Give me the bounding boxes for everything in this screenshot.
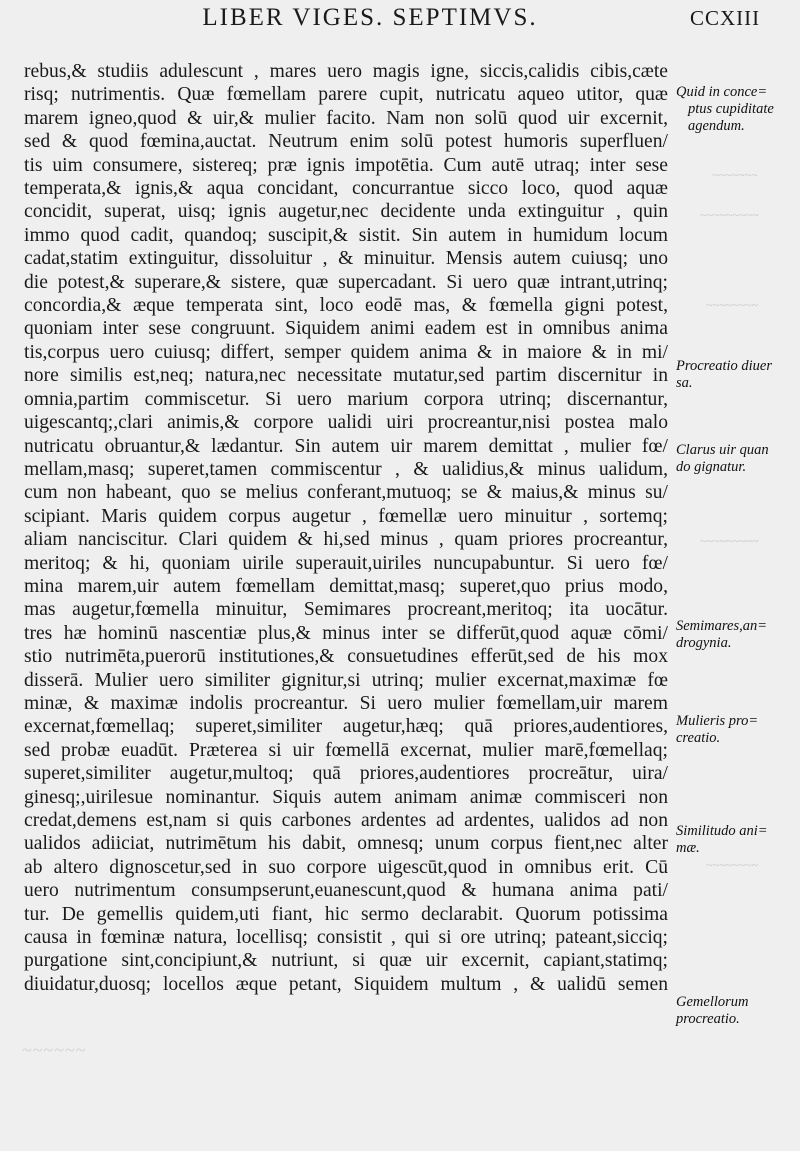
text-line: uero nutrimentum consumpserunt,euanescunt,quod & humana anima pati/ (24, 880, 668, 902)
bleed-through-mark: ~~~~~~~~ (706, 858, 758, 872)
text-line: sed probæ euadūt. Præterea si uir fœmellā excernat, mulier marē,fœmellaq; (24, 739, 668, 761)
text-line: stio nutrimēta,puerorū institutiones,& consuetudines efferūt,sed de his mox (24, 646, 668, 668)
text-line: quoniam inter sese congruunt. Siquidem animi eadem est in omnibus anima (24, 318, 668, 340)
margin-note-line: creatio. (676, 730, 721, 746)
bleed-through-mark: ~~~~~~~~~ (700, 534, 759, 548)
margin-note-line: Similitudo ani= (676, 823, 768, 839)
text-line: nutricatu obruantur,& lædantur. Sin autem uir marem demittat , mulier fœ/ (24, 435, 668, 457)
margin-note-procreatio-diuersa (676, 358, 798, 392)
text-line: mas augetur,fœmella minuitur, Semimares procreant,meritoq; ita uocātur. (24, 599, 668, 621)
bleed-through-mark: ~~~~~~ (22, 1040, 87, 1060)
margin-note-line: Clarus uir quan (676, 442, 769, 458)
margin-note-line: Procreatio diuer (676, 358, 772, 374)
text-line: tres hæ hominū nascentiæ plus,& minus inter se differūt,quod aquæ cōmi/ (24, 622, 668, 644)
bleed-through-mark: ~~~~~~~~~ (700, 208, 759, 222)
text-line: concordia,& æque temperata sint, loco eodē mas, & fœmella gigni potest, (24, 295, 668, 317)
text-line: mina marem,uir autem fœmellam demittat,masq; superet,quo prius modo, (24, 575, 668, 597)
text-line: temperata,& ignis,& aqua concidant, concurrantue sicco loco, quod aquæ (24, 178, 668, 200)
text-line: disserā. Mulier uero similiter gignitur,si utrinq; mulier excernat,maximæ fœ (24, 669, 668, 691)
text-line: credat,demens est,nam si quis carbones ardentes ad ardentes, ualidos ad non (24, 810, 668, 831)
text-line: superet,similiter augetur,multoq; quā priores,audentiores procreātur, uira/ (24, 763, 668, 785)
margin-note-line: mæ. (676, 840, 700, 856)
running-head: LIBER VIGES. SEPTIMVS. (202, 4, 538, 31)
margin-note-mulieris-procreatio (676, 713, 798, 747)
text-line: excernat,fœmellaq; superet,similiter augetur,hæq; quā priores,audentiores, (24, 716, 668, 738)
text-line: immo quod cadit, quandoq; suscipit,& sistit. Sin autem in humidum locum (24, 224, 668, 246)
text-line: diuidatur,duosq; locellos æque petant, Siquidem multum , & ualidū semen (24, 973, 668, 995)
text-line: ab altero dignoscetur,sed in suo corpore uigescūt,quod in omnibus erit. Cū (24, 856, 668, 878)
text-line: tur. De gemellis quidem,uti fiant, hic sermo declarabit. Quorum potissima (24, 903, 668, 925)
text-line: die potest,& superare,& sistere, quæ supercadant. Si uero quæ intrant,utrinq; (24, 271, 668, 293)
text-line: minæ, & maximæ indolis procreantur. Si uero mulier fœmellam,uir marem (24, 692, 668, 714)
margin-note-line: sa. (676, 375, 693, 391)
text-line: ginesq;,uirilesue nominantur. Siquis autem animam animæ commisceri non (24, 786, 668, 808)
text-line: purgatione sint,concipiunt,& nutriunt, si quæ uir excernit, capiant,statimq; (24, 950, 668, 972)
margin-note-line: Semimares,an= (676, 618, 768, 634)
margin-note-line: ptus cupiditate (688, 101, 774, 117)
text-line: tis,corpus uero cuiusq; differt, semper quidem anima & in maiore & in mi/ (24, 341, 668, 363)
text-line: causa in fœminæ natura, locellisq; consistit , qui si ore utrinq; pateant,sicciq; (24, 927, 668, 949)
margin-note-conceptus (676, 84, 798, 135)
text-line: nore similis est,neq; natura,nec necessitate mutatur,sed partim discernitur in (24, 365, 668, 387)
text-line: tis uim consumere, sistereq; præ ignis impotētia. Cum autē utraq; inter sese (24, 154, 668, 176)
text-line: marem igneo,quod & uir,& mulier facito. Nam non solū quod uir excernit, (24, 107, 668, 129)
text-line: omnia,partim commiscetur. Si uero marium corpora utrinq; discernantur, (24, 388, 668, 410)
margin-note-line: Quid in conce= (676, 84, 768, 100)
text-line: cadat,statim extinguitur, dissoluitur , & minuitur. Mensis autem cuiusq; uno (24, 248, 668, 270)
text-line: uigescantq;,clari animis,& corpore ualidi uiri procreantur,nisi postea malo (24, 412, 668, 434)
text-line: rebus,& studiis adulescunt , mares uero magis igne, siccis,calidis cibis,cæte (24, 61, 668, 82)
margin-note-line: drogynia. (676, 635, 732, 651)
text-line: cum non habeant, quo se melius conferant,mutuoq; se & maius,& minus su/ (24, 482, 668, 504)
folio-number: CCXIII (690, 6, 761, 30)
text-line: sed & quod fœmina,auctat. Neutrum enim solū potest humoris superfluen/ (24, 131, 668, 153)
text-line: meritoq; & hi, quoniam uirile superauit,uiriles nuncupabuntur. Si uero fœ/ (24, 552, 668, 574)
text-line: mellam,masq; superet,tamen commiscentur , & ualidius,& minus ualidum, (24, 458, 668, 480)
margin-note-semimares (676, 618, 798, 652)
margin-note-line: Mulieris pro= (676, 713, 759, 729)
margin-note-clarus-uir (676, 442, 798, 476)
text-line: scipiant. Maris quidem corpus augetur , fœmellæ uero minuitur , sortemq; (24, 505, 668, 527)
margin-note-line: agendum. (688, 118, 745, 134)
margin-note-similitudo (676, 823, 798, 857)
margin-note-line: do gignatur. (676, 459, 747, 475)
text-line: concidit, superat, uisq; ignis augetur,nec decidente unda extinguitur , quin (24, 201, 668, 223)
bleed-through-mark: ~~~~~~~ (712, 168, 758, 182)
margin-note-line: Gemellorum (676, 994, 749, 1010)
bleed-through-mark: ~~~~~~~~ (706, 298, 758, 312)
margin-note-line: procreatio. (676, 1011, 740, 1027)
text-line: aliam nanciscitur. Clari quidem & hi,sed minus , quam priores procreantur, (24, 529, 668, 551)
main-text-block (24, 60, 668, 996)
text-line: ualidos adiiciat, nutrimētum his dabit, omnesq; unum corpus fient,nec alter (24, 833, 668, 855)
margin-note-gemellorum (676, 994, 798, 1028)
text-line: risq; nutrimentis. Quæ fœmellam parere cupit, nutricatu aqueo utitor, quæ (24, 84, 668, 106)
